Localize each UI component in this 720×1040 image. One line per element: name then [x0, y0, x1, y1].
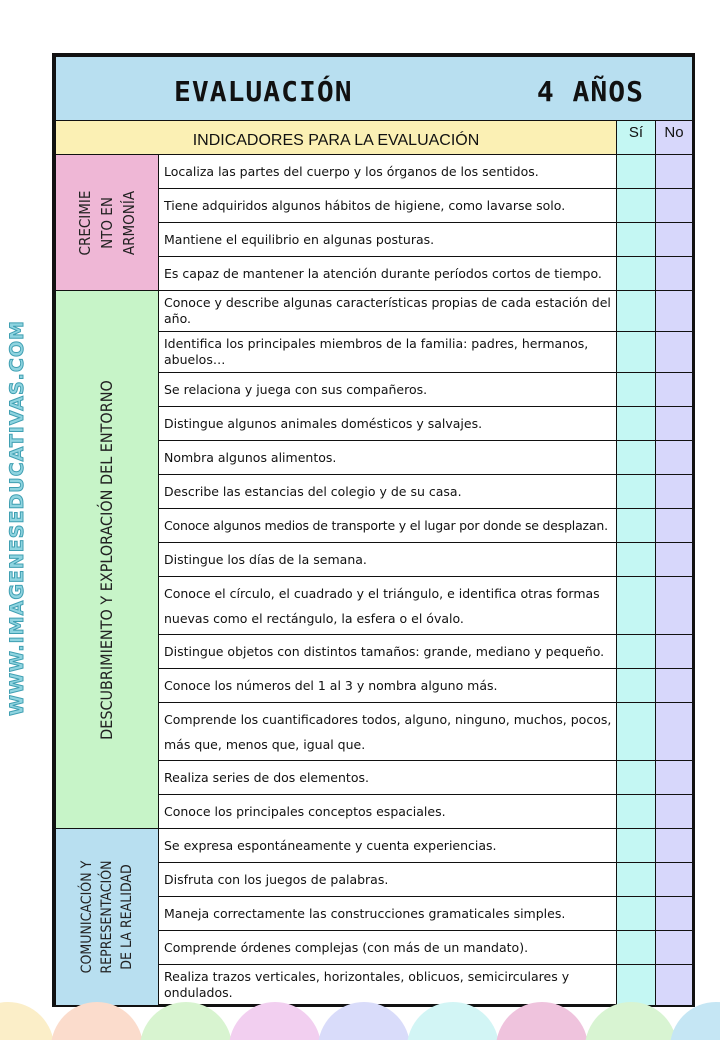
- yes-checkbox[interactable]: [617, 829, 656, 863]
- indicator-text: Disfruta con los juegos de palabras.: [159, 863, 617, 897]
- no-checkbox[interactable]: [656, 509, 693, 543]
- no-checkbox[interactable]: [656, 291, 693, 332]
- yes-checkbox[interactable]: [617, 635, 656, 669]
- bubble: [229, 1002, 321, 1040]
- indicator-text: Realiza series de dos elementos.: [159, 761, 617, 795]
- no-checkbox[interactable]: [656, 155, 693, 189]
- indicator-text: Conoce los principales conceptos espaciales.: [159, 795, 617, 829]
- yes-checkbox[interactable]: [617, 223, 656, 257]
- yes-checkbox[interactable]: [617, 795, 656, 829]
- bubble: [0, 1002, 54, 1040]
- category-line: ARMONÍA: [120, 190, 138, 255]
- indicator-text: Se relaciona y juega con sus compañeros.: [159, 373, 617, 407]
- category-line: DE LA REALIDAD: [119, 864, 135, 970]
- yes-checkbox[interactable]: [617, 863, 656, 897]
- yes-checkbox[interactable]: [617, 407, 656, 441]
- indicator-text: Identifica los principales miembros de la familia: padres, hermanos, abuelos…: [159, 332, 617, 373]
- yes-checkbox[interactable]: [617, 543, 656, 577]
- no-checkbox[interactable]: [656, 577, 693, 635]
- yes-checkbox[interactable]: [617, 373, 656, 407]
- no-checkbox[interactable]: [656, 761, 693, 795]
- bubble: [140, 1002, 232, 1040]
- indicator-text: Conoce algunos medios de transporte y el lugar por donde se desplazan.: [159, 509, 617, 543]
- yes-checkbox[interactable]: [617, 703, 656, 761]
- category-crecimiento: [56, 155, 159, 291]
- no-checkbox[interactable]: [656, 931, 693, 965]
- yes-checkbox[interactable]: [617, 577, 656, 635]
- title-bar: [56, 57, 693, 121]
- decorative-bubbles: [0, 1000, 720, 1040]
- bubble: [585, 1002, 677, 1040]
- category-line: COMUNICACIÓN Y: [79, 860, 95, 974]
- no-checkbox[interactable]: [656, 635, 693, 669]
- no-checkbox[interactable]: [656, 475, 693, 509]
- indicators-header: INDICADORES PARA LA EVALUACIÓN: [56, 121, 617, 155]
- evaluation-table: [55, 56, 693, 1006]
- category-line: REPRESENTACIÓN: [99, 860, 115, 974]
- yes-checkbox[interactable]: [617, 931, 656, 965]
- category-label: [74, 190, 140, 255]
- yes-checkbox[interactable]: [617, 761, 656, 795]
- no-checkbox[interactable]: [656, 795, 693, 829]
- no-checkbox[interactable]: [656, 223, 693, 257]
- indicator-text: Realiza trazos verticales, horizontales, oblicuos, semicirculares y ondulados.: [159, 965, 617, 1006]
- evaluation-sheet: [52, 53, 695, 1007]
- category-label: [77, 860, 137, 973]
- indicator-text: Distingue objetos con distintos tamaños: grande, mediano y pequeño.: [159, 635, 617, 669]
- no-checkbox[interactable]: [656, 407, 693, 441]
- indicator-text: Distingue los días de la semana.: [159, 543, 617, 577]
- indicator-text: Mantiene el equilibrio en algunas posturas.: [159, 223, 617, 257]
- category-line: NTO EN: [98, 196, 116, 249]
- indicator-text: Comprende órdenes complejas (con más de un mandato).: [159, 931, 617, 965]
- yes-checkbox[interactable]: [617, 441, 656, 475]
- yes-header: Sí: [617, 121, 656, 155]
- no-checkbox[interactable]: [656, 829, 693, 863]
- no-checkbox[interactable]: [656, 897, 693, 931]
- yes-checkbox[interactable]: [617, 669, 656, 703]
- yes-checkbox[interactable]: [617, 475, 656, 509]
- age-label: 4 AÑOS: [536, 75, 644, 108]
- indicator-text: Localiza las partes del cuerpo y los órganos de los sentidos.: [159, 155, 617, 189]
- page-title: EVALUACIÓN: [174, 75, 353, 108]
- watermark: [4, 319, 30, 716]
- bubble: [407, 1002, 499, 1040]
- no-checkbox[interactable]: [656, 373, 693, 407]
- indicator-text: Describe las estancias del colegio y de su casa.: [159, 475, 617, 509]
- no-checkbox[interactable]: [656, 257, 693, 291]
- bubble: [51, 1002, 143, 1040]
- indicator-text: Es capaz de mantener la atención durante períodos cortos de tiempo.: [159, 257, 617, 291]
- indicator-text: Se expresa espontáneamente y cuenta experiencias.: [159, 829, 617, 863]
- yes-checkbox[interactable]: [617, 509, 656, 543]
- category-comunicacion: [56, 829, 159, 1006]
- category-line: CRECIMIE: [76, 190, 94, 255]
- indicator-text: Maneja correctamente las construcciones gramaticales simples.: [159, 897, 617, 931]
- yes-checkbox[interactable]: [617, 291, 656, 332]
- indicator-text: Comprende los cuantificadores todos, alguno, ninguno, muchos, pocos, más que, menos que, igual que.: [159, 703, 617, 761]
- bubble: [670, 1002, 720, 1040]
- yes-checkbox[interactable]: [617, 897, 656, 931]
- indicator-text: Tiene adquiridos algunos hábitos de higiene, como lavarse solo.: [159, 189, 617, 223]
- no-checkbox[interactable]: [656, 332, 693, 373]
- yes-checkbox[interactable]: [617, 332, 656, 373]
- no-checkbox[interactable]: [656, 669, 693, 703]
- indicator-text: Conoce el círculo, el cuadrado y el triángulo, e identifica otras formas nuevas como el rectángulo, la esfera o el óvalo.: [159, 577, 617, 635]
- indicator-text: Nombra algunos alimentos.: [159, 441, 617, 475]
- yes-checkbox[interactable]: [617, 155, 656, 189]
- yes-checkbox[interactable]: [617, 189, 656, 223]
- category-label: [96, 380, 118, 740]
- category-line: DESCUBRIMIENTO Y EXPLORACIÓN DEL ENTORNO: [97, 379, 116, 740]
- indicator-text: Conoce los números del 1 al 3 y nombra alguno más.: [159, 669, 617, 703]
- no-checkbox[interactable]: [656, 863, 693, 897]
- yes-checkbox[interactable]: [617, 257, 656, 291]
- indicator-text: Conoce y describe algunas características propias de cada estación del año.: [159, 291, 617, 332]
- bubble: [318, 1002, 410, 1040]
- no-header: No: [656, 121, 693, 155]
- no-checkbox[interactable]: [656, 189, 693, 223]
- indicator-text: Distingue algunos animales domésticos y salvajes.: [159, 407, 617, 441]
- no-checkbox[interactable]: [656, 441, 693, 475]
- category-descubrimiento: [56, 291, 159, 829]
- watermark-text: WWW.IMAGENESEDUCATIVAS.COM: [6, 319, 28, 716]
- bubble: [496, 1002, 588, 1040]
- no-checkbox[interactable]: [656, 543, 693, 577]
- no-checkbox[interactable]: [656, 703, 693, 761]
